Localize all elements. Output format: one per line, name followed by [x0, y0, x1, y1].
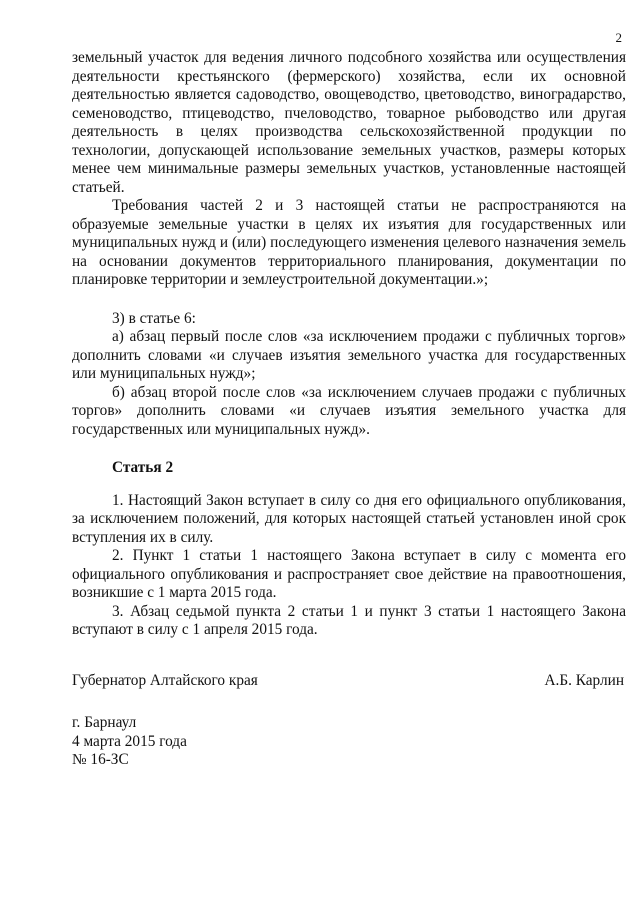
amendment-heading: 3) в статье 6:: [112, 309, 196, 327]
place-date-block: [72, 714, 187, 770]
date: 4 марта 2015 года: [72, 732, 187, 750]
signer-name: А.Б. Карлин: [544, 672, 624, 689]
signature-row: [72, 672, 624, 690]
article-title: Статья 2: [112, 459, 174, 476]
amendment-item: б) абзац второй после слов «за исключением случаев продажи с публичных торгов» дополнить словами «и случаев изъятия земельного участка для государственных или муниципальных нужд».: [72, 383, 626, 438]
amendment-item: а) абзац первый после слов «за исключением продажи с публичных торгов» дополнить словами «и случаев изъятия земельного участка для государственных или муниципальных нужд»;: [72, 328, 626, 382]
article-item: 2. Пункт 1 статьи 1 настоящего Закона вступает в силу с момента его официального опубликования и распространяет свое действие на правоотношения, возникшие с 1 марта 2015 года.: [72, 547, 626, 601]
law-number: № 16-ЗС: [72, 751, 129, 768]
signer-position: Губернатор Алтайского края: [72, 672, 258, 689]
page-number: 2: [615, 30, 622, 45]
document-body: [72, 49, 626, 640]
paragraph: Требования частей 2 и 3 настоящей статьи не распространяются на образуемые земельные участки в целях их изъятия для государственных или муниципальных нужд и (или) последующего изменения целевого назначения земель на основании документов территориального планирования, документации по планировке территории и землеустроительной документации.»;: [72, 197, 626, 288]
city: г. Барнаул: [72, 714, 137, 731]
article-item: 3. Абзац седьмой пункта 2 статьи 1 и пункт 3 статьи 1 настоящего Закона вступают в силу с 1 апреля 2015 года.: [72, 602, 626, 638]
article-item: 1. Настоящий Закон вступает в силу со дня его официального опубликования, за исключением положений, для которых настоящей статьей установлен иной срок вступления их в силу.: [72, 491, 626, 546]
paragraph: земельный участок для ведения личного подсобного хозяйства или осуществления деятельности крестьянского (фермерского) хозяйства, если их основной деятельностью является садоводство, овощеводство, цветоводство, виноградарство, семеноводство, птицеводство, пчеловодство, товарное рыбоводство или другая деятельность в целях производства сельскохозяйственной продукции по технологии, допускающей использование земельных участков, размеры которых менее чем минимальные размеры земельных участков, установленные настоящей статьей.: [72, 49, 626, 196]
